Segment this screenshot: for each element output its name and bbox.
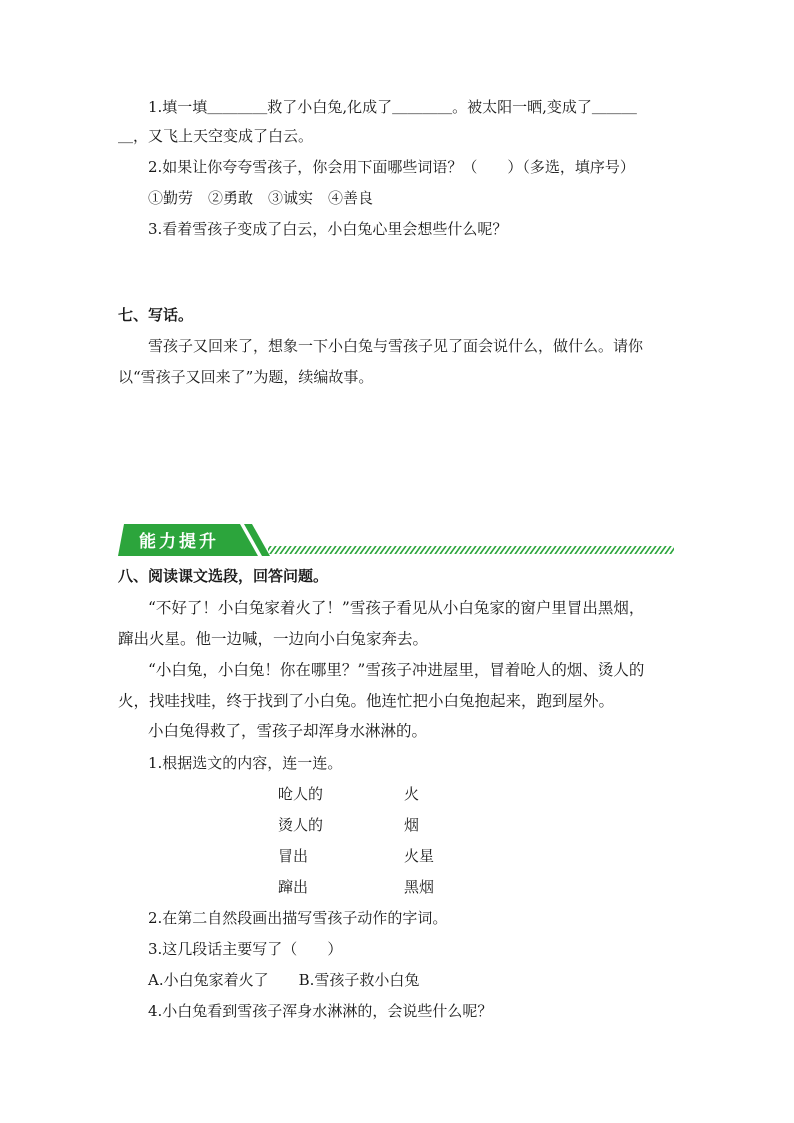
s8-q3-text: 3.这几段话主要写了（ ） (148, 940, 343, 958)
section7-line2: 以“雪孩子又回来了”为题，续编故事。 (118, 368, 374, 386)
q2-options: ①勤劳 ②勇敢 ③诚实 ④善良 (148, 189, 374, 207)
s8-q4-text: 4.小白兔看到雪孩子浑身水淋淋的，会说些什么呢？ (148, 1002, 493, 1020)
match-left-item: 烫人的 (278, 816, 324, 834)
match-right-item: 烟 (404, 816, 420, 834)
q2-text: 2.如果让你夸夸雪孩子，你会用下面哪些词语？（ ）（多选，填序号） (148, 158, 635, 176)
match-left-item: 呛人的 (278, 785, 324, 803)
passage-p1-line2: 蹿出火星。他一边喊，一边向小白兔家奔去。 (118, 630, 429, 648)
section8-heading: 八、阅读课文选段，回答问题。 (118, 567, 329, 585)
match-left-item: 蹿出 (278, 878, 309, 896)
s8-q3-options: A.小白兔家着火了 B.雪孩子救小白兔 (148, 971, 420, 989)
passage-p2-line1: “小白兔，小白兔！你在哪里？”雪孩子冲进屋里，冒着呛人的烟、烫人的 (148, 661, 645, 679)
section7-heading: 七、写话。 (118, 306, 194, 324)
passage-p3: 小白兔得救了，雪孩子却浑身水淋淋的。 (148, 722, 428, 740)
s8-q2-text: 2.在第二自然段画出描写雪孩子动作的字词。 (148, 909, 448, 927)
match-right-item: 火星 (404, 847, 435, 865)
s8-q1-text: 1.根据选文的内容，连一连。 (148, 754, 343, 772)
banner-label: 能力提升 (139, 532, 219, 552)
match-right-item: 火 (404, 785, 420, 803)
section7-line1: 雪孩子又回来了，想象一下小白兔与雪孩子见了面会说什么，做什么。请你 (148, 337, 644, 355)
q1-line2: ＿，又飞上天空变成了白云。 (118, 127, 314, 145)
q1-line1: 1.填一填＿＿＿＿救了小白兔,化成了＿＿＿＿。被太阳一晒,变成了＿＿＿ (148, 98, 637, 116)
passage-p1-line1: “不好了！小白兔家着火了！”雪孩子看见从小白兔家的窗户里冒出黑烟， (148, 599, 645, 617)
q3-text: 3.看着雪孩子变成了白云，小白兔心里会想些什么呢？ (148, 220, 508, 238)
match-left-item: 冒出 (278, 847, 309, 865)
passage-p2-line2: 火，找哇找哇，终于找到了小白兔。他连忙把小白兔抱起来，跑到屋外。 (118, 692, 615, 710)
match-right-item: 黑烟 (404, 878, 435, 896)
